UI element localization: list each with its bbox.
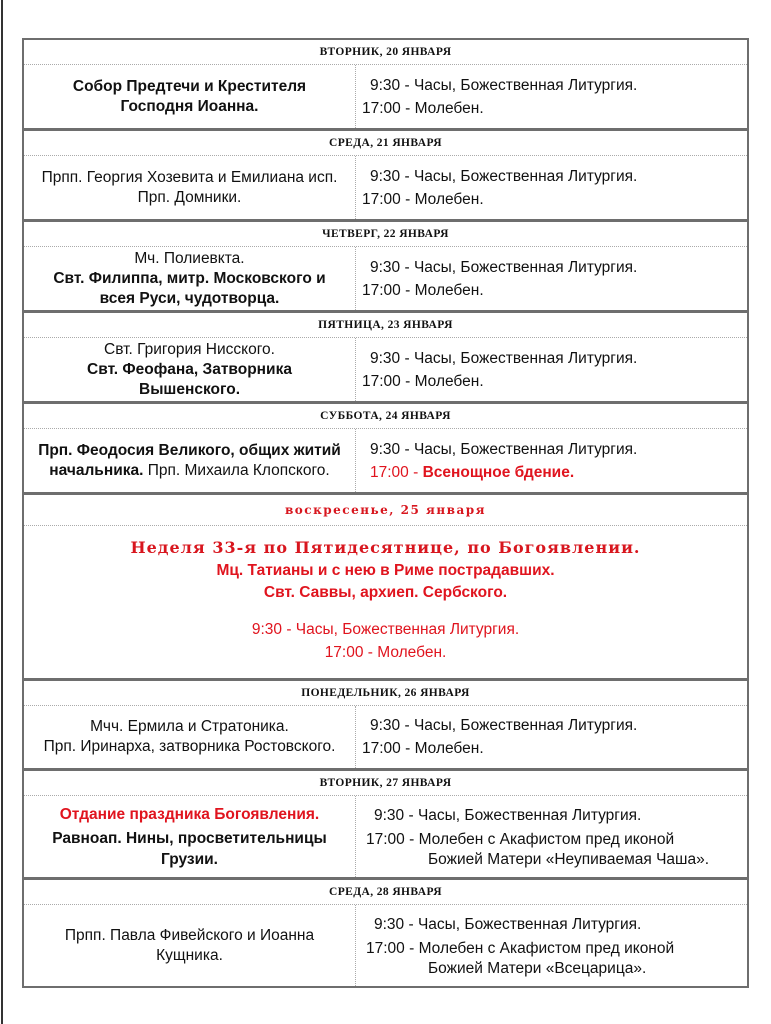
day-block	[24, 128, 747, 219]
day-header: СРЕДА, 21 ЯНВАРЯ	[24, 131, 747, 156]
saint-line: Мчч. Ермила и Стратоника.	[90, 718, 289, 735]
day-header: ПЯТНИЦА, 23 ЯНВАРЯ	[24, 313, 747, 338]
page-edge-line	[1, 0, 3, 1024]
feast-line: Отдание праздника Богоявления.	[59, 805, 320, 823]
service-line: 17:00 - Молебен с Акафистом пред иконой Божией Матери «Всецарица».	[366, 939, 675, 977]
saints-cell	[24, 156, 356, 219]
service-line: 17:00 - Молебен.	[362, 190, 484, 208]
day-header: ВТОРНИК, 20 ЯНВАРЯ	[24, 40, 747, 65]
saint-line: Мц. Татианы и с нею в Риме пострадавших.	[216, 562, 555, 579]
day-block	[24, 40, 747, 128]
service-line: 9:30 - Часы, Божественная Литургия.	[370, 258, 638, 276]
sunday-header: воскресенье, 25 января	[24, 495, 747, 526]
service-line: 17:00 - Молебен с Акафистом пред иконой Божией Матери «Неупиваемая Чаша».	[366, 830, 709, 868]
service-line: 17:00 - Молебен.	[362, 740, 484, 757]
service-schedule-table	[22, 38, 749, 988]
saints-cell	[24, 796, 356, 877]
saint-line: Равноап. Нины, просветительницы Грузии.	[52, 829, 327, 868]
service-line: 9:30 - Часы, Божественная Литургия.	[251, 621, 520, 638]
service-line: 9:30 - Часы, Божественная Литургия.	[370, 717, 638, 734]
saints-cell	[24, 905, 356, 986]
service-line: 9:30 - Часы, Божественная Литургия.	[370, 349, 638, 367]
day-block	[24, 401, 747, 492]
day-block	[24, 768, 747, 877]
service-line-vigil: 17:00 - Всенощное бдение.	[370, 463, 575, 481]
day-block	[24, 219, 747, 310]
saint-line: Прп. Домники.	[137, 188, 242, 206]
day-header: ПОНЕДЕЛЬНИК, 26 ЯНВАРЯ	[24, 681, 747, 706]
services-cell	[356, 706, 747, 768]
saint-line: Прпп. Павла Фивейского и Иоанна Кущника.	[64, 926, 315, 964]
day-header: ВТОРНИК, 27 ЯНВАРЯ	[24, 771, 747, 796]
saints-cell	[24, 65, 356, 128]
saint-line: Собор Предтечи и Крестителя Господня Иоанна.	[72, 77, 307, 115]
services-cell	[356, 429, 747, 492]
sunday-content	[24, 526, 747, 676]
saint-line: Свт. Феофана, Затворника Вышенского.	[87, 360, 292, 398]
services-cell	[356, 905, 747, 986]
service-line: 17:00 - Молебен.	[362, 99, 484, 117]
saint-line: Свт. Филиппа, митр. Московского и всея Руси, чудотворца.	[53, 269, 326, 307]
day-header: СРЕДА, 28 ЯНВАРЯ	[24, 880, 747, 905]
services-cell	[356, 156, 747, 219]
day-block	[24, 678, 747, 768]
saint-line: Прп. Феодосия Великого, общих житий начальника. Прп. Михаила Клопского.	[38, 441, 341, 479]
service-line: 9:30 - Часы, Божественная Литургия.	[374, 806, 642, 824]
day-block	[24, 877, 747, 986]
saint-line: Свт. Саввы, архиеп. Сербского.	[263, 584, 508, 601]
service-line: 9:30 - Часы, Божественная Литургия.	[370, 76, 638, 94]
saint-line: Прп. Иринарха, затворника Ростовского.	[43, 738, 336, 755]
saint-line: Свт. Григория Нисского.	[104, 340, 275, 358]
services-cell	[356, 338, 747, 401]
saint-line: Прпп. Георгия Хозевита и Емилиана исп.	[41, 168, 338, 186]
services-cell	[356, 247, 747, 310]
sunday-title: Неделя 33-я по Пятидесятнице, по Богоявлении.	[130, 538, 641, 557]
service-line: 9:30 - Часы, Божественная Литургия.	[370, 440, 638, 458]
day-block	[24, 310, 747, 401]
day-header: ЧЕТВЕРГ, 22 ЯНВАРЯ	[24, 222, 747, 247]
saints-cell	[24, 247, 356, 310]
service-line: 9:30 - Часы, Божественная Литургия.	[374, 915, 642, 933]
services-cell	[356, 796, 747, 877]
saints-cell	[24, 429, 356, 492]
sunday-block	[24, 492, 747, 678]
service-line: 17:00 - Молебен.	[324, 644, 447, 661]
service-line: 17:00 - Молебен.	[362, 372, 484, 390]
services-cell	[356, 65, 747, 128]
saints-cell	[24, 706, 356, 768]
saint-line: Мч. Полиевкта.	[134, 249, 245, 267]
service-line: 9:30 - Часы, Божественная Литургия.	[370, 167, 638, 185]
service-line: 17:00 - Молебен.	[362, 281, 484, 299]
saints-cell	[24, 338, 356, 401]
day-header: СУББОТА, 24 ЯНВАРЯ	[24, 404, 747, 429]
